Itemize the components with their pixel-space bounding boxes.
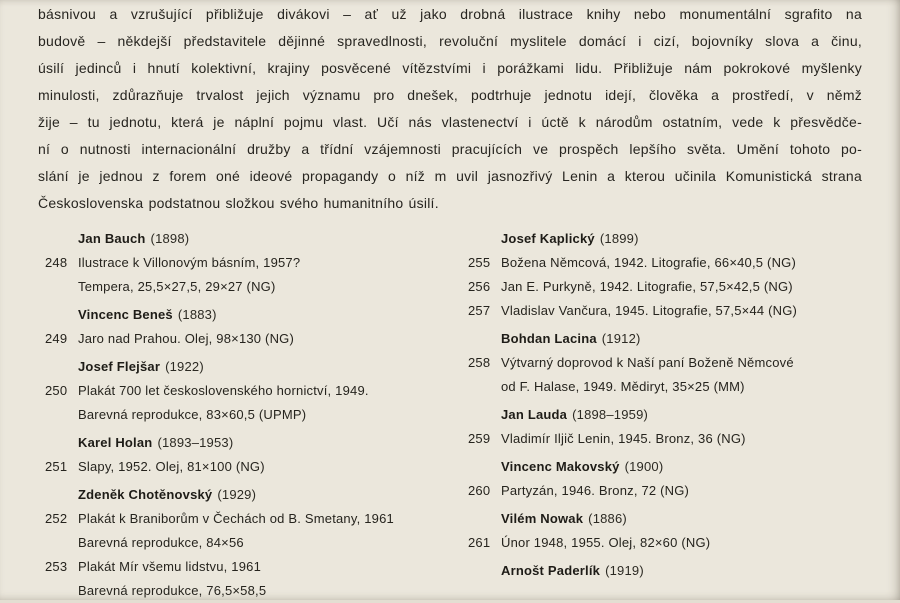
- artist-heading: [45, 227, 468, 251]
- entry-continuation: [45, 275, 468, 299]
- catalog-entry: [468, 427, 900, 451]
- artist-heading: [45, 431, 468, 455]
- artist-years: (1929): [217, 487, 257, 502]
- entry-text: Výtvarný doprovod k Naší paní Boženě Němcové: [501, 355, 794, 370]
- artist-name: Jan Lauda: [501, 407, 568, 422]
- entry-number: 250: [45, 383, 68, 398]
- entry-number: 253: [45, 559, 68, 574]
- entry-text: Slapy, 1952. Olej, 81×100 (NG): [78, 459, 265, 474]
- entry-text: Plakát k Braniborům v Čechách od B. Smetany, 1961: [78, 511, 394, 526]
- entry-number: 259: [468, 431, 491, 446]
- artist-years: (1898–1959): [572, 407, 649, 422]
- artist-heading: [468, 227, 900, 251]
- entry-number: 255: [468, 255, 491, 270]
- catalog-entry: [45, 507, 468, 531]
- artist-heading: [468, 327, 900, 351]
- artist-years: (1899): [599, 231, 639, 246]
- catalog-entry: [468, 479, 900, 503]
- entry-text: Plakát Mír všemu lidstvu, 1961: [78, 559, 262, 574]
- catalog-entry: [468, 531, 900, 555]
- catalog-columns: [0, 227, 900, 603]
- artist-years: (1900): [624, 459, 664, 474]
- paragraph-line: slání je jednou z forem oné ideové propagandy o níž m uvil jasnozřivý Lenin a kterou učinila Komunistická strana: [38, 168, 862, 184]
- paragraph-line: básnivou a vzrušující přibližuje divákovi – ať už jako drobná ilustrace knihy nebo monumentální sgrafito na: [38, 6, 862, 22]
- artist-name: Vincenc Beneš: [78, 307, 173, 322]
- artist-years: (1898): [150, 231, 190, 246]
- entry-text: Barevná reprodukce, 76,5×58,5: [78, 583, 267, 598]
- paragraph-line: žije – tu jednotu, která je náplní pojmu vlast. Učí nás vlastenectví i úctě k národům ostatním, vede k přesvědče-: [38, 114, 862, 130]
- artist-years: (1886): [588, 511, 627, 526]
- entry-continuation: [468, 375, 900, 399]
- artist-years: (1922): [165, 359, 204, 374]
- entry-text: Tempera, 25,5×27,5, 29×27 (NG): [78, 279, 276, 294]
- paragraph-line: Československa podstatnou složkou svého humanitního úsilí.: [38, 195, 439, 211]
- entry-text: Vladimír Iljič Lenin, 1945. Bronz, 36 (NG): [501, 431, 746, 446]
- entry-text: Ilustrace k Villonovým básním, 1957?: [78, 255, 301, 270]
- entry-number: 249: [45, 331, 68, 346]
- artist-name: Zdeněk Chotěnovský: [78, 487, 213, 502]
- artist-heading: [468, 507, 900, 531]
- paragraph-line: ní o nutnosti internacionální družby a třídní vzájemnosti pracujících ve prospěch lepšího světa. Umění tohoto po-: [38, 141, 862, 157]
- paragraph-line: budově – někdejší představitele dějinné spravedlnosti, revoluční myslitele domácí i cizí, bojovníky slova a činu,: [38, 33, 862, 49]
- artist-years: (1919): [605, 563, 644, 578]
- entry-continuation: [45, 579, 468, 603]
- intro-paragraph: [0, 0, 900, 217]
- entry-number: 252: [45, 511, 68, 526]
- entry-continuation: [45, 531, 468, 555]
- entry-text: Jaro nad Prahou. Olej, 98×130 (NG): [78, 331, 294, 346]
- catalog-entry: [468, 275, 900, 299]
- artist-name: Bohdan Lacina: [501, 331, 597, 346]
- entry-number: 251: [45, 459, 68, 474]
- catalog-entry: [45, 555, 468, 579]
- paragraph-line: minulosti, zdůrazňuje trvalost jejich významu pro dnešek, podtrhuje jednotu idejí, člověka a prostředí, v němž: [38, 87, 862, 103]
- artist-years: (1883): [177, 307, 217, 322]
- paragraph-line: úsilí jedinců i hnutí kolektivní, krajiny posvěcené vítězstvími i porážkami lidu. Přibližuje nám pokrokové myšlenky: [38, 60, 862, 76]
- entry-text: od F. Halase, 1949. Mědiryt, 35×25 (MM): [501, 379, 745, 394]
- catalog-entry: [468, 299, 900, 323]
- artist-name: Vilém Nowak: [501, 511, 584, 526]
- artist-name: Josef Flejšar: [78, 359, 161, 374]
- entry-text: Barevná reprodukce, 84×56: [78, 535, 244, 550]
- entry-number: 258: [468, 355, 491, 370]
- entry-text: Jan E. Purkyně, 1942. Litografie, 57,5×42,5 (NG): [501, 279, 793, 294]
- catalog-entry: [45, 327, 468, 351]
- entry-text: Plakát 700 let československého hornictví, 1949.: [78, 383, 369, 398]
- artist-heading: [45, 303, 468, 327]
- artist-years: (1893–1953): [157, 435, 234, 450]
- artist-name: Jan Bauch: [78, 231, 146, 246]
- catalog-entry: [45, 379, 468, 403]
- catalog-entry: [468, 351, 900, 375]
- artist-name: Vincenc Makovský: [501, 459, 620, 474]
- artist-heading: [468, 559, 900, 583]
- artist-years: (1912): [601, 331, 641, 346]
- catalog-entry: [45, 455, 468, 479]
- entry-text: Božena Němcová, 1942. Litografie, 66×40,5 (NG): [501, 255, 797, 270]
- entry-text: Partyzán, 1946. Bronz, 72 (NG): [501, 483, 690, 498]
- artist-name: Arnošt Paderlík: [501, 563, 601, 578]
- artist-name: Karel Holan: [78, 435, 153, 450]
- entry-text: Barevná reprodukce, 83×60,5 (UPMP): [78, 407, 307, 422]
- artist-name: Josef Kaplický: [501, 231, 595, 246]
- catalog-column-right: [468, 227, 900, 603]
- artist-heading: [45, 355, 468, 379]
- entry-number: 248: [45, 255, 68, 270]
- entry-text: Vladislav Vančura, 1945. Litografie, 57,5×44 (NG): [501, 303, 798, 318]
- artist-heading: [45, 483, 468, 507]
- catalog-column-left: [45, 227, 468, 603]
- catalog-entry: [45, 251, 468, 275]
- entry-number: 260: [468, 483, 491, 498]
- artist-heading: [468, 403, 900, 427]
- entry-continuation: [45, 403, 468, 427]
- artist-heading: [468, 455, 900, 479]
- entry-number: 256: [468, 279, 491, 294]
- entry-number: 261: [468, 535, 491, 550]
- entry-text: Únor 1948, 1955. Olej, 82×60 (NG): [501, 535, 711, 550]
- catalog-entry: [468, 251, 900, 275]
- entry-number: 257: [468, 303, 491, 318]
